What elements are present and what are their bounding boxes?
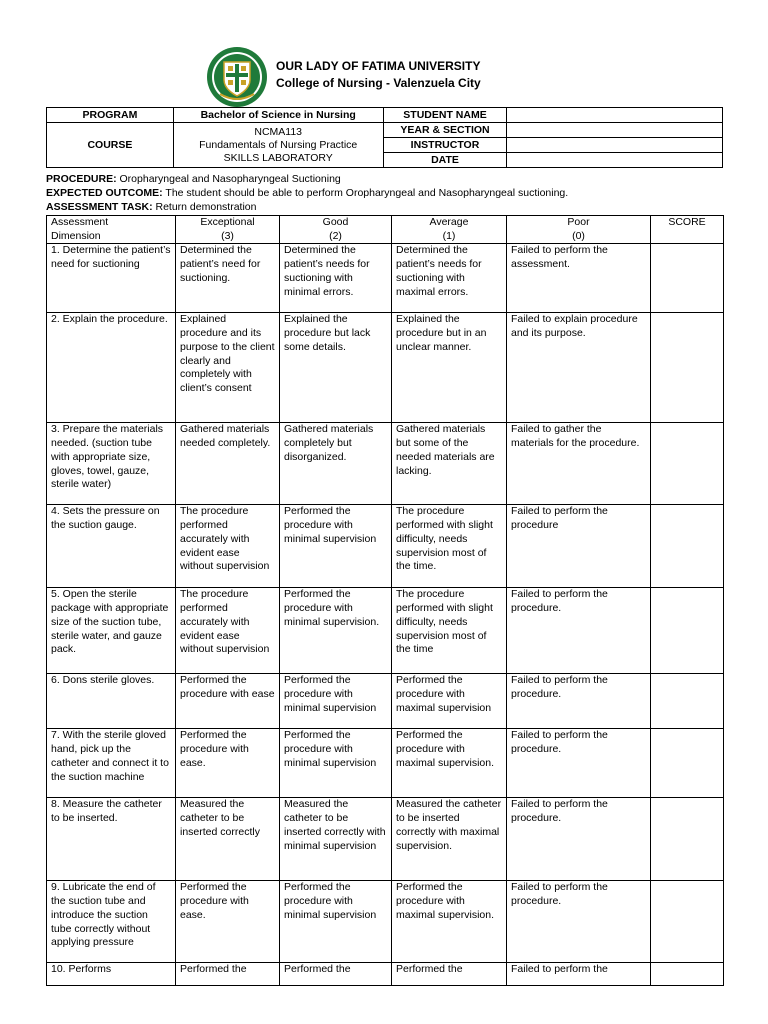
poor-cell: Failed to perform the procedure. xyxy=(507,798,651,881)
poor-cell: Failed to perform the assessment. xyxy=(507,244,651,313)
average-cell: Gathered materials but some of the needed materials are lacking. xyxy=(392,423,507,505)
table-row xyxy=(47,423,724,505)
score-cell[interactable] xyxy=(651,313,724,423)
header-good: Good (2) xyxy=(280,216,392,244)
student-name-field[interactable] xyxy=(507,108,723,123)
dimension-cell: 6. Dons sterile gloves. xyxy=(47,674,176,729)
dimension-cell: 8. Measure the catheter to be inserted. xyxy=(47,798,176,881)
program-value: Bachelor of Science in Nursing xyxy=(173,108,383,123)
outcome-value: The student should be able to perform Oropharyngeal and Nasopharyngeal suctioning. xyxy=(162,187,569,199)
outcome-label: EXPECTED OUTCOME: xyxy=(46,187,163,199)
table-row xyxy=(47,588,724,674)
poor-cell: Failed to explain procedure and its purpose. xyxy=(507,313,651,423)
average-cell: Performed the xyxy=(392,963,507,986)
year-section-field[interactable] xyxy=(507,123,723,138)
poor-cell: Failed to perform the xyxy=(507,963,651,986)
procedure-label: PROCEDURE: xyxy=(46,173,117,185)
student-name-label: STUDENT NAME xyxy=(383,108,507,123)
header-average: Average (1) xyxy=(392,216,507,244)
course-value xyxy=(173,123,383,168)
document-header xyxy=(206,46,566,110)
good-cell: Explained the procedure but lack some details. xyxy=(280,313,392,423)
score-cell[interactable] xyxy=(651,505,724,588)
table-row xyxy=(47,505,724,588)
header-poor: Poor (0) xyxy=(507,216,651,244)
poor-cell: Failed to perform the procedure. xyxy=(507,674,651,729)
outcome-line xyxy=(46,186,568,200)
university-seal-icon xyxy=(206,46,268,108)
table-row xyxy=(47,963,724,986)
dimension-cell: 5. Open the sterile package with appropriate size of the suction tube, sterile water, and gauze pack. xyxy=(47,588,176,674)
dimension-cell: 4. Sets the pressure on the suction gauge. xyxy=(47,505,176,588)
header-exceptional: Exceptional (3) xyxy=(176,216,280,244)
task-label: ASSESSMENT TASK: xyxy=(46,201,153,213)
poor-cell: Failed to perform the procedure. xyxy=(507,588,651,674)
course-label: COURSE xyxy=(47,123,174,168)
exceptional-cell: The procedure performed accurately with evident ease without supervision xyxy=(176,505,280,588)
course-lab: SKILLS LABORATORY xyxy=(223,151,333,164)
table-row xyxy=(47,674,724,729)
course-row xyxy=(47,123,723,138)
score-cell[interactable] xyxy=(651,244,724,313)
task-line xyxy=(46,200,256,214)
task-value: Return demonstration xyxy=(152,201,257,213)
procedure-line xyxy=(46,172,341,186)
year-section-label: YEAR & SECTION xyxy=(383,123,507,138)
score-cell[interactable] xyxy=(651,423,724,505)
table-row xyxy=(47,881,724,963)
university-name: OUR LADY OF FATIMA UNIVERSITY xyxy=(276,59,481,73)
table-row xyxy=(47,798,724,881)
good-cell: Measured the catheter to be inserted correctly with minimal supervision xyxy=(280,798,392,881)
exceptional-cell: The procedure performed accurately with evident ease without supervision xyxy=(176,588,280,674)
dimension-cell: 1. Determine the patient’s need for suctioning xyxy=(47,244,176,313)
date-label: DATE xyxy=(383,153,507,168)
table-row xyxy=(47,729,724,798)
exceptional-cell: Explained procedure and its purpose to the client clearly and completely with client’s consent xyxy=(176,313,280,423)
average-cell: Performed the procedure with maximal supervision. xyxy=(392,881,507,963)
good-cell: Performed the procedure with minimal supervision. xyxy=(280,588,392,674)
exceptional-cell: Measured the catheter to be inserted correctly xyxy=(176,798,280,881)
average-cell: Measured the catheter to be inserted correctly with maximal supervision. xyxy=(392,798,507,881)
course-name: Fundamentals of Nursing Practice xyxy=(199,138,358,151)
good-cell: Performed the xyxy=(280,963,392,986)
exceptional-cell: Performed the procedure with ease. xyxy=(176,729,280,798)
score-cell[interactable] xyxy=(651,729,724,798)
score-cell[interactable] xyxy=(651,963,724,986)
header-score: SCORE xyxy=(651,216,724,244)
table-row xyxy=(47,244,724,313)
dimension-cell: 3. Prepare the materials needed. (suction tube with appropriate size, gloves, towel, gauze, sterile water) xyxy=(47,423,176,505)
score-cell[interactable] xyxy=(651,674,724,729)
average-cell: The procedure performed with slight difficulty, needs supervision most of the time xyxy=(392,588,507,674)
dimension-cell: 10. Performs xyxy=(47,963,176,986)
rubric-header-row xyxy=(47,216,724,244)
dimension-cell: 2. Explain the procedure. xyxy=(47,313,176,423)
poor-cell: Failed to perform the procedure. xyxy=(507,729,651,798)
average-cell: Explained the procedure but in an unclear manner. xyxy=(392,313,507,423)
procedure-value: Oropharyngeal and Nasopharyngeal Suctioning xyxy=(116,173,341,185)
instructor-field[interactable] xyxy=(507,138,723,153)
exceptional-cell: Performed the procedure with ease. xyxy=(176,881,280,963)
dimension-cell: 7. With the sterile gloved hand, pick up the catheter and connect it to the suction machine xyxy=(47,729,176,798)
exceptional-cell: Determined the patient’s need for suctioning. xyxy=(176,244,280,313)
score-cell[interactable] xyxy=(651,881,724,963)
exceptional-cell: Performed the procedure with ease xyxy=(176,674,280,729)
dimension-cell: 9. Lubricate the end of the suction tube and introduce the suction tube correctly without applying pressure xyxy=(47,881,176,963)
exceptional-cell: Performed the xyxy=(176,963,280,986)
exceptional-cell: Gathered materials needed completely. xyxy=(176,423,280,505)
good-cell: Determined the patient’s needs for suctioning with minimal errors. xyxy=(280,244,392,313)
average-cell: Performed the procedure with maximal supervision xyxy=(392,674,507,729)
good-cell: Performed the procedure with minimal supervision xyxy=(280,881,392,963)
college-name: College of Nursing - Valenzuela City xyxy=(276,76,481,90)
score-cell[interactable] xyxy=(651,588,724,674)
poor-cell: Failed to perform the procedure. xyxy=(507,881,651,963)
rubric-body xyxy=(47,244,724,986)
course-code: NCMA113 xyxy=(254,125,303,138)
score-cell[interactable] xyxy=(651,798,724,881)
good-cell: Gathered materials completely but disorganized. xyxy=(280,423,392,505)
header-assessment-dimension: Assessment Dimension xyxy=(47,216,176,244)
good-cell: Performed the procedure with minimal supervision xyxy=(280,505,392,588)
instructor-label: INSTRUCTOR xyxy=(383,138,507,153)
poor-cell: Failed to perform the procedure xyxy=(507,505,651,588)
table-row xyxy=(47,313,724,423)
poor-cell: Failed to gather the materials for the procedure. xyxy=(507,423,651,505)
good-cell: Performed the procedure with minimal supervision xyxy=(280,674,392,729)
good-cell: Performed the procedure with minimal supervision xyxy=(280,729,392,798)
program-row xyxy=(47,108,723,123)
course-info-table xyxy=(46,107,723,168)
average-cell: Performed the procedure with maximal supervision. xyxy=(392,729,507,798)
program-label: PROGRAM xyxy=(47,108,174,123)
rubric-table xyxy=(46,215,724,986)
average-cell: The procedure performed with slight difficulty, needs supervision most of the time. xyxy=(392,505,507,588)
date-field[interactable] xyxy=(507,153,723,168)
average-cell: Determined the patient’s needs for suctioning with maximal errors. xyxy=(392,244,507,313)
